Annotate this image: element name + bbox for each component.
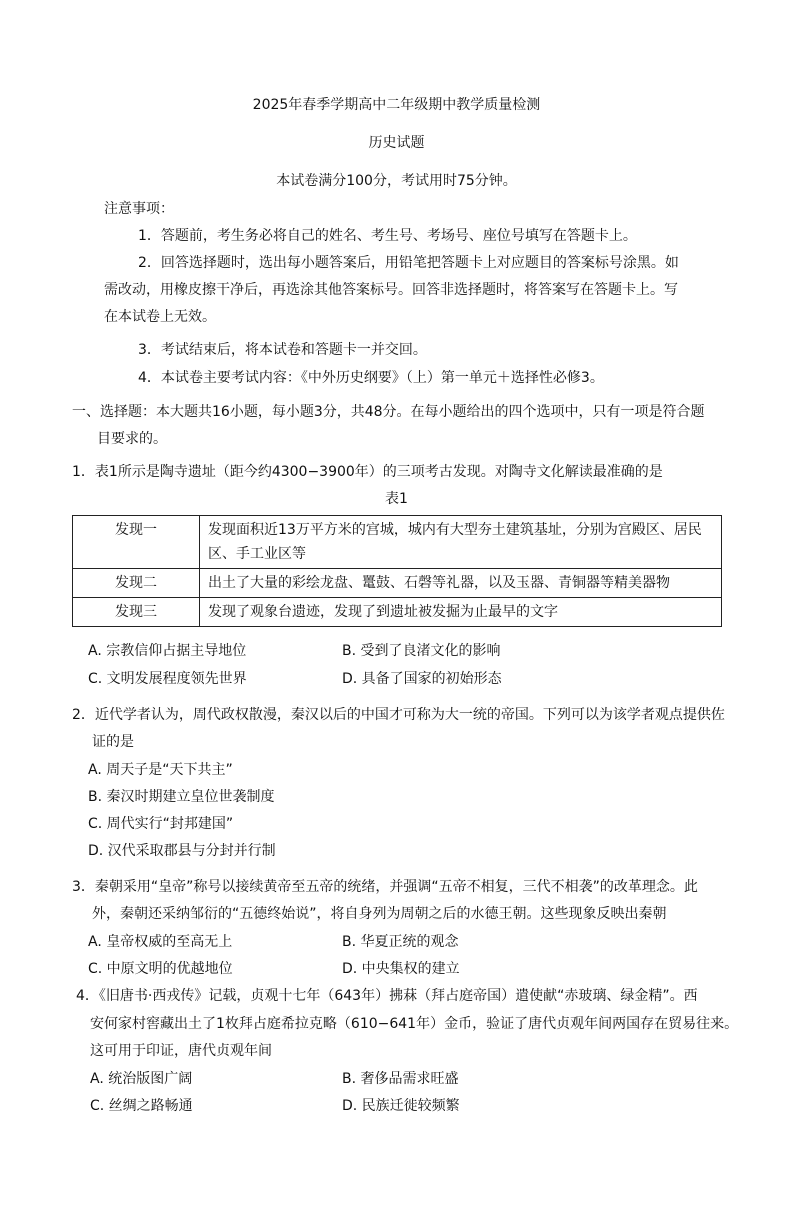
table-row-key: 发现三 bbox=[73, 598, 200, 627]
subject-title: 历史试题 bbox=[368, 135, 425, 151]
table-row-key: 发现二 bbox=[73, 569, 200, 598]
q3-option-c: C. 中原文明的优越地位 bbox=[88, 961, 233, 977]
table-row-value-line-2: 区、手工业区等 bbox=[208, 546, 306, 562]
table-caption: 表1 bbox=[385, 491, 408, 507]
q4-option-d: D. 民族迁徙较频繁 bbox=[342, 1098, 460, 1114]
question-2-line-2: 证的是 bbox=[92, 734, 134, 750]
q1-option-c: C. 文明发展程度领先世界 bbox=[88, 671, 247, 687]
question-4-line-2: 安何家村窖藏出土了1枚拜占庭希拉克略（610−641年）金币，验证了唐代贞观年间两国存在贸易往来。 bbox=[90, 1016, 739, 1032]
notice-item-2-line-2: 需改动，用橡皮擦干净后，再选涂其他答案标号。回答非选择题时，将答案写在答题卡上。写 bbox=[104, 282, 678, 298]
q2-option-d: D. 汉代采取郡县与分封并行制 bbox=[88, 843, 276, 859]
notice-item-3: 3．考试结束后，将本试卷和答题卡一并交回。 bbox=[138, 342, 427, 358]
table-row bbox=[73, 598, 722, 627]
q1-option-d: D. 具备了国家的初始形态 bbox=[342, 671, 502, 687]
question-2-line-1: 2．近代学者认为，周代政权散漫，秦汉以后的中国才可称为大一统的帝国。下列可以为该学者观点提供佐 bbox=[72, 707, 725, 723]
table-row-value: 发现了观象台遗迹，发现了到遗址被发掘为止最早的文字 bbox=[200, 598, 722, 627]
section-heading-line-1: 一、选择题：本大题共16小题，每小题3分，共48分。在每小题给出的四个选项中，只有一项是符合题 bbox=[72, 404, 705, 420]
exam-info: 本试卷满分100分，考试用时75分钟。 bbox=[276, 173, 517, 189]
q3-option-b: B. 华夏正统的观念 bbox=[342, 934, 459, 950]
table-row-key: 发现一 bbox=[73, 516, 200, 569]
question-3-line-1: 3．秦朝采用“皇帝”称号以接续黄帝至五帝的统绪，并强调“五帝不相复，三代不相袭”的改革理念。此 bbox=[72, 879, 698, 895]
q4-option-c: C. 丝绸之路畅通 bbox=[90, 1098, 193, 1114]
q2-option-c: C. 周代实行“封邦建国” bbox=[88, 816, 234, 832]
q2-option-b: B. 秦汉时期建立皇位世袭制度 bbox=[88, 789, 275, 805]
q2-option-a: A. 周天子是“天下共主” bbox=[88, 762, 233, 778]
question-4-line-3: 这可用于印证，唐代贞观年间 bbox=[90, 1043, 272, 1059]
question-4-line-1: 4．《旧唐书·西戎传》记载，贞观十七年（643年）拂菻（拜占庭帝国）遣使献“赤玻璃、绿金精”。西 bbox=[76, 988, 698, 1004]
question-3-line-2: 外，秦朝还采纳邹衍的“五德终始说”，将自身列为周朝之后的水德王朝。这些现象反映出秦朝 bbox=[92, 906, 667, 922]
notice-item-1: 1．答题前，考生务必将自己的姓名、考生号、考场号、座位号填写在答题卡上。 bbox=[138, 228, 637, 244]
table-row bbox=[73, 569, 722, 598]
table-row-value bbox=[200, 516, 722, 569]
q1-option-a: A. 宗教信仰占据主导地位 bbox=[88, 643, 247, 659]
notice-heading: 注意事项： bbox=[104, 201, 174, 217]
exam-title: 2025年春季学期高中二年级期中教学质量检测 bbox=[252, 97, 541, 113]
table-row bbox=[73, 516, 722, 569]
table-row-value: 出土了大量的彩绘龙盘、鼍鼓、石磬等礼器，以及玉器、青铜器等精美器物 bbox=[200, 569, 722, 598]
q4-option-b: B. 奢侈品需求旺盛 bbox=[342, 1071, 459, 1087]
section-heading-line-2: 目要求的。 bbox=[97, 431, 167, 447]
table-row-value-line-1: 发现面积近13万平方米的宫城，城内有大型夯土建筑基址，分别为宫殿区、居民 bbox=[208, 522, 702, 538]
q3-option-d: D. 中央集权的建立 bbox=[342, 961, 460, 977]
notice-item-2-line-3: 在本试卷上无效。 bbox=[104, 309, 216, 325]
question-1-stem: 1．表1所示是陶寺遗址（距今约4300−3900年）的三项考古发现。对陶寺文化解读最准确的是 bbox=[72, 464, 663, 480]
notice-item-2-line-1: 2．回答选择题时，选出每小题答案后，用铅笔把答题卡上对应题目的答案标号涂黑。如 bbox=[138, 255, 679, 271]
notice-item-4: 4．本试卷主要考试内容：《中外历史纲要》（上）第一单元＋选择性必修3。 bbox=[138, 370, 604, 386]
q4-option-a: A. 统治版图广阔 bbox=[90, 1071, 193, 1087]
discovery-table bbox=[72, 515, 722, 627]
q1-option-b: B. 受到了良渚文化的影响 bbox=[342, 643, 501, 659]
q3-option-a: A. 皇帝权威的至高无上 bbox=[88, 934, 233, 950]
